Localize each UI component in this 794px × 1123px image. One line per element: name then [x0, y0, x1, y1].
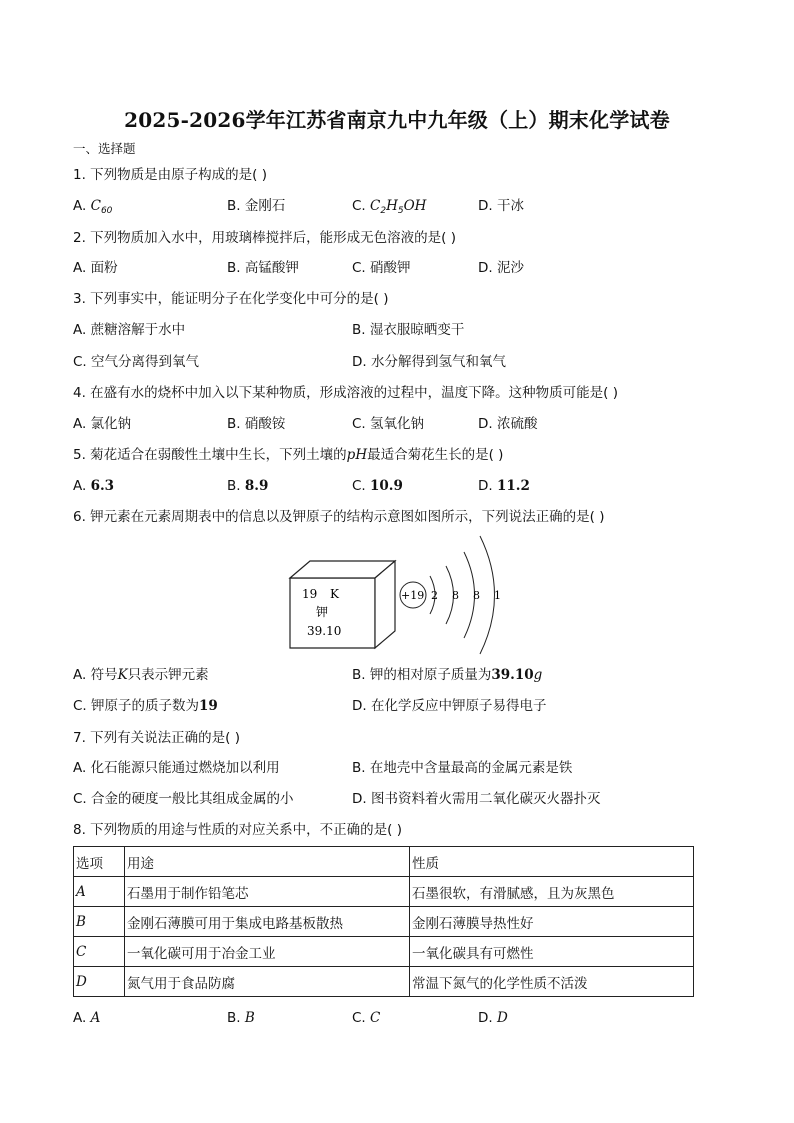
- q7-option-d[interactable]: D. 图书资料着火需用二氧化碳灭火器扑灭: [352, 791, 601, 807]
- q6-option-c[interactable]: C. 钾原子的质子数为19: [73, 698, 218, 714]
- q5-option-c[interactable]: C. 10.9: [352, 478, 403, 494]
- q2-option-c[interactable]: C. 硝酸钾: [352, 260, 411, 276]
- q5-option-d[interactable]: D. 11.2: [478, 478, 530, 494]
- shell-3-electrons: 8: [473, 589, 480, 602]
- table-cell: 石墨用于制作铅笔芯: [125, 877, 410, 907]
- q6-option-a[interactable]: A. 符号K只表示钾元素: [73, 667, 209, 683]
- q1-option-a[interactable]: A. $C_{60}$: [73, 198, 113, 216]
- q6-option-b[interactable]: B. 钾的相对原子质量为39.10g: [352, 667, 543, 683]
- table-row: [74, 877, 694, 907]
- q7-option-b[interactable]: B. 在地壳中含量最高的金属元素是铁: [352, 760, 573, 776]
- q5-option-b[interactable]: B. 8.9: [227, 478, 269, 494]
- table-cell: A: [74, 877, 125, 907]
- q2-option-d[interactable]: D. 泥沙: [478, 260, 524, 276]
- shell-4-arc: [480, 536, 495, 654]
- question-2-stem: 2. 下列物质加入水中，用玻璃棒搅拌后，能形成无色溶液的是( ): [73, 230, 456, 246]
- table-header-cell: 用途: [125, 847, 410, 877]
- table-header-cell: 选项: [74, 847, 125, 877]
- q3-option-c[interactable]: C. 空气分离得到氧气: [73, 354, 200, 370]
- shell-4-electrons: 1: [494, 589, 501, 602]
- element-symbol: K: [330, 587, 339, 601]
- page-title: 2025-2026学年江苏省南京九中九年级（上）期末化学试卷: [124, 108, 670, 132]
- q2-option-b[interactable]: B. 高锰酸钾: [227, 260, 299, 276]
- table-cell: 一氧化碳可用于冶金工业: [125, 937, 410, 967]
- shell-1-electrons: 2: [431, 589, 438, 602]
- table-cell: 一氧化碳具有可燃性: [410, 937, 694, 967]
- q7-option-c[interactable]: C. 合金的硬度一般比其组成金属的小: [73, 791, 294, 807]
- q1-option-c[interactable]: C. $C_2H_5OH$: [352, 198, 427, 216]
- atomic-number: 19: [302, 587, 318, 601]
- table-cell: 石墨很软，有滑腻感，且为灰黑色: [410, 877, 694, 907]
- question-7-stem: 7. 下列有关说法正确的是( ): [73, 730, 240, 746]
- potassium-figure: [280, 528, 520, 658]
- q3-option-a[interactable]: A. 蔗糖溶解于水中: [73, 322, 186, 338]
- q2-option-a[interactable]: A. 面粉: [73, 260, 118, 276]
- q8-table: [73, 846, 694, 997]
- table-cell: 常温下氮气的化学性质不活泼: [410, 967, 694, 997]
- q8-option-a[interactable]: A. A: [73, 1010, 101, 1026]
- question-5-stem: 5. 菊花适合在弱酸性土壤中生长，下列土壤的pH最适合菊花生长的是( ): [73, 447, 504, 463]
- table-cell: 氮气用于食品防腐: [125, 967, 410, 997]
- table-row: [74, 937, 694, 967]
- shell-2-electrons: 8: [452, 589, 459, 602]
- q1-option-b[interactable]: B. 金刚石: [227, 198, 286, 214]
- question-4-stem: 4. 在盛有水的烧杯中加入以下某种物质，形成溶液的过程中，温度下降。这种物质可能是( ): [73, 385, 618, 401]
- question-8-stem: 8. 下列物质的用途与性质的对应关系中，不正确的是( ): [73, 822, 402, 838]
- atom-structure: [400, 536, 501, 654]
- q3-option-d[interactable]: D. 水分解得到氢气和氧气: [352, 354, 506, 370]
- q7-option-a[interactable]: A. 化石能源只能通过燃烧加以利用: [73, 760, 280, 776]
- q4-option-c[interactable]: C. 氢氧化钠: [352, 416, 425, 432]
- table-cell: C: [74, 937, 125, 967]
- table-cell: 金刚石薄膜导热性好: [410, 907, 694, 937]
- q3-option-b[interactable]: B. 湿衣服晾晒变干: [352, 322, 465, 338]
- atomic-mass: 39.10: [307, 624, 342, 638]
- q4-option-b[interactable]: B. 硝酸铵: [227, 416, 286, 432]
- section-heading: 一、选择题: [73, 141, 136, 156]
- q4-option-a[interactable]: A. 氯化钠: [73, 416, 132, 432]
- q8-option-d[interactable]: D. D: [478, 1010, 508, 1026]
- q8-option-b[interactable]: B. B: [227, 1010, 255, 1026]
- table-cell: D: [74, 967, 125, 997]
- table-cell: B: [74, 907, 125, 937]
- q8-option-c[interactable]: C. C: [352, 1010, 381, 1026]
- element-name: 钾: [316, 605, 329, 619]
- question-3-stem: 3. 下列事实中，能证明分子在化学变化中可分的是( ): [73, 291, 389, 307]
- table-row: [74, 967, 694, 997]
- question-1-stem: 1. 下列物质是由原子构成的是( ): [73, 167, 267, 183]
- table-cell: 金刚石薄膜可用于集成电路基板散热: [125, 907, 410, 937]
- q4-option-d[interactable]: D. 浓硫酸: [478, 416, 538, 432]
- q5-option-a[interactable]: A. 6.3: [73, 478, 115, 494]
- q1-option-d[interactable]: D. 干冰: [478, 198, 524, 214]
- question-6-stem: 6. 钾元素在元素周期表中的信息以及钾原子的结构示意图如图所示，下列说法正确的是( ): [73, 509, 605, 525]
- table-row: [74, 907, 694, 937]
- nucleus-charge: +19: [401, 589, 425, 602]
- q6-option-d[interactable]: D. 在化学反应中钾原子易得电子: [352, 698, 547, 714]
- table-header-row: [74, 847, 694, 877]
- periodic-cell: [290, 561, 395, 648]
- table-header-cell: 性质: [410, 847, 694, 877]
